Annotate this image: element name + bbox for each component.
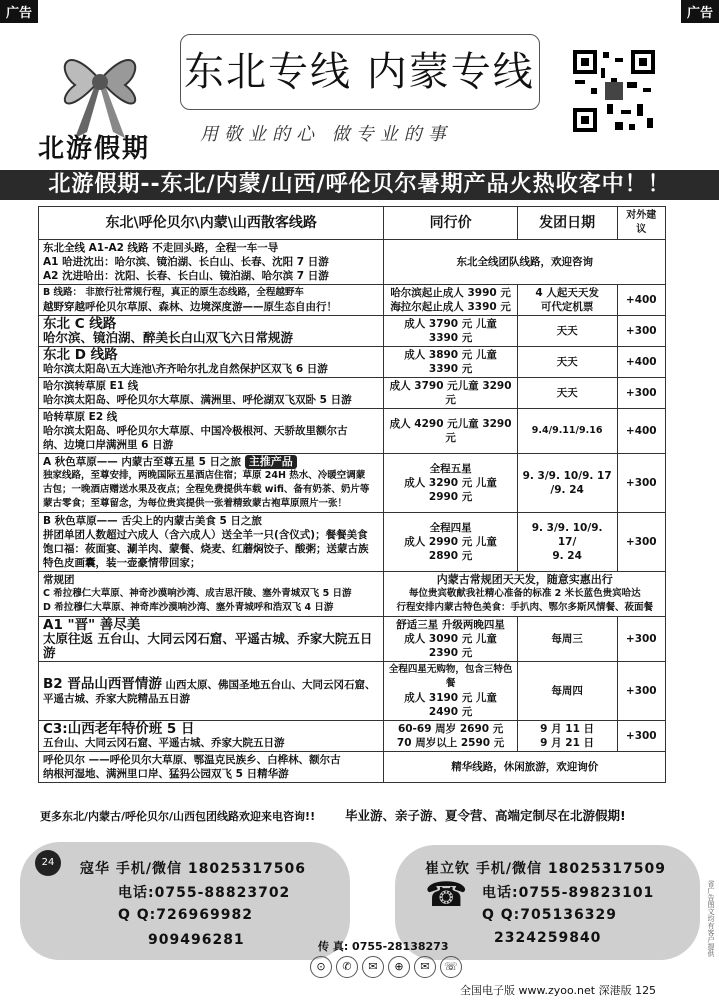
date: 天天 — [517, 347, 617, 378]
table-row — [39, 617, 666, 662]
ext-price: +300 — [617, 513, 666, 572]
contact1-tel: 电话:0755-88823702 — [118, 885, 291, 901]
price-line: 舒适三星 升级两晚四星 — [396, 619, 505, 631]
price-line: 70 周岁以上 2590 元 — [396, 737, 505, 749]
route-line: 纳、边境口岸满洲里 6 日游 — [43, 439, 174, 451]
date-line: 4 人起天天发 — [535, 287, 599, 299]
mail-icon: ✉ — [414, 956, 436, 978]
route-line: C 希拉穆仁大草原、神奇沙漠响沙湾、成吉思汗陵、塞外青城双飞 5 日游 — [43, 588, 352, 599]
route-line: 古包；一晚酒店赠送水果及夜点；全程免费提供车载 wifi、备有奶茶、奶片等 — [43, 484, 370, 495]
date-line: /9. 24 — [550, 484, 584, 496]
service-icons — [310, 956, 462, 978]
qr-code-icon — [571, 48, 657, 134]
route-line: A2 沈进哈出：沈阳、长春、长白山、镜泊湖、哈尔滨 7 日游 — [43, 270, 329, 282]
phone-icon: ☎ — [425, 875, 468, 915]
date-line: 9 月 21 日 — [540, 737, 595, 749]
date: 天天 — [517, 316, 617, 347]
chat-icon: ✉ — [362, 956, 384, 978]
price-line: 成人 3090 元 儿童 2390 元 — [404, 633, 497, 659]
ext-price: +400 — [617, 347, 666, 378]
route-line: 饱口福：莜面宴、涮羊肉、蒙餐、烧麦、红蘑焖饺子、酸粥；送蒙古族 — [43, 543, 369, 555]
route-title: 哈转草原 E2 线 — [43, 411, 118, 423]
route-line: 哈尔滨、镜泊湖、醉美长白山双飞六日常规游 — [43, 330, 294, 345]
web-icon: ⊕ — [388, 956, 410, 978]
price-line: 60-69 周岁 2690 元 — [397, 723, 504, 735]
col-route: 东北\呼伦贝尔\内蒙\山西散客线路 — [39, 207, 384, 240]
table-row — [39, 454, 666, 513]
24h-service-icon: 24 — [35, 850, 61, 876]
price-line: 成人 3190 元 儿童 2490 元 — [404, 692, 497, 718]
date-line: 可代定机票 — [540, 301, 594, 313]
ext-price: +300 — [617, 316, 666, 347]
price-line: 海拉尔起止成人 3390 元 — [390, 301, 511, 313]
route-title: B 秋色草原—— 舌尖上的内蒙古美食 5 日之旅 — [43, 515, 262, 527]
fax: 传 真: 0755-28138273 — [318, 940, 449, 953]
contact1-qq: Q Q:726969982 — [118, 907, 253, 923]
route-line: B 线路： 非旅行社常规行程，真正的原生态线路，全程越野车 — [43, 287, 304, 298]
contact2-qq2: 2324259840 — [494, 930, 602, 946]
col-ext: 对外建议 — [617, 207, 666, 240]
route-title: 东北 D 线路 — [43, 347, 118, 363]
location-icon: ⊙ — [310, 956, 332, 978]
table-row — [39, 513, 666, 572]
route-line: 拼团单团人数超过六成人（含六成人）送全羊一只(含仪式)；餐餐美食 — [43, 529, 368, 541]
table-row — [39, 662, 666, 721]
route-line: 东北全线 A1-A2 线路 不走回头路，全程一车一导 — [43, 242, 279, 254]
route-line: 纳根河湿地、满洲里口岸、猛犸公园双飞 5 日精华游 — [43, 768, 289, 780]
price-line: 成人 2990 元 儿童 2890 元 — [404, 536, 497, 562]
route-line: 太原往返 五台山、大同云冈石窟、平遥古城、乔家大院五日游 — [43, 631, 373, 660]
route-title: 哈尔滨转草原 E1 线 — [43, 380, 139, 392]
date-line: 9. 3/9. 10/9. 17/ — [531, 522, 603, 548]
date: 每周四 — [517, 662, 617, 721]
price-line: 成人 3290 元 儿童 2990 元 — [404, 477, 497, 503]
featured-badge: 主推产品 — [245, 455, 297, 469]
route-table — [38, 206, 666, 783]
price-line: 全程四星 — [429, 522, 472, 534]
table-row — [39, 316, 666, 347]
route-title: 常规团 — [43, 574, 75, 586]
route-title: B2 晋品山西晋情游 — [43, 675, 162, 692]
merged-cell: 精华线路，休闲旅游，欢迎询价 — [384, 752, 666, 783]
route-title: 呼伦贝尔 ——呼伦贝尔大草原、鄂温克民族乡、白桦林、额尔古 — [43, 754, 341, 766]
price-line: 全程四星无购物，包含三特色餐 — [388, 664, 513, 689]
route-line: 独家线路，至尊安排，两晚国际五星酒店住宿；草原 24H 热水、冷暖空调蒙 — [43, 470, 366, 481]
brand-name: 北游假期 — [38, 134, 151, 164]
ad-tag-left: 广告 — [0, 0, 38, 23]
ad-tag-right: 广告 — [681, 0, 719, 23]
route-line: 五台山、大同云冈石窟、平遥古城、乔家大院五日游 — [43, 737, 285, 749]
ext-price: +300 — [617, 662, 666, 721]
table-row — [39, 347, 666, 378]
route-title: C3:山西老年特价班 5 日 — [43, 721, 195, 737]
date-line: 9. 3/9. 10/9. 17 — [522, 470, 612, 482]
merged-cell: 东北全线团队线路，欢迎咨询 — [384, 240, 666, 285]
col-date: 发团日期 — [517, 207, 617, 240]
fax-icon: ☏ — [440, 956, 462, 978]
route-line: 哈尔滨太阳岛、呼伦贝尔大草原、中国冷极根河、天骄故里额尔古 — [43, 425, 348, 437]
merged-line: 行程安排内蒙古特色美食：手扒肉、鄂尔多斯风情餐、莜面餐 — [396, 602, 653, 613]
route-line: 哈尔滨太阳岛、呼伦贝尔大草原、满洲里、呼伦湖双飞双卧 5 日游 — [43, 394, 352, 406]
ext-price: +300 — [617, 378, 666, 409]
phone-small-icon: ✆ — [336, 956, 358, 978]
contact1-name: 寇华 手机/微信 18025317506 — [80, 861, 307, 877]
route-line: 蒙古零食；至尊留念，为每位贵宾提供一张着精致蒙古袍草原照片一张！ — [43, 498, 348, 509]
page-title: 东北专线 内蒙专线 — [184, 49, 535, 95]
date-line: 9 月 11 日 — [540, 723, 595, 735]
ext-price: +300 — [617, 721, 666, 752]
route-line: 越野穿越呼伦贝尔草原、森林、边境深度游——原生态自由行！ — [43, 301, 337, 313]
contact2-name: 崔立钦 手机/微信 18025317509 — [425, 861, 667, 877]
merged-line: 内蒙古常规团天天发，随意实惠出行 — [436, 573, 613, 586]
ext-price: +300 — [617, 454, 666, 513]
route-line: 哈尔滨太阳岛\五大连池\齐齐哈尔扎龙自然保护区双飞 6 日游 — [43, 363, 328, 375]
table-row — [39, 752, 666, 783]
table-row — [39, 240, 666, 285]
route-line: 特色皮画囊，装一壶豪情带回家； — [43, 557, 201, 569]
table-row — [39, 378, 666, 409]
date: 9.4/9.11/9.16 — [517, 409, 617, 454]
page-footer: 全国电子版 www.zyoo.net 深港版 125 — [460, 984, 657, 997]
price: 成人 3890 元 儿童 3390 元 — [384, 347, 517, 378]
ext-price: +400 — [617, 285, 666, 316]
footer-note-right: 毕业游、亲子游、夏令营、高端定制尽在北游假期! — [345, 808, 626, 823]
side-note: 省广告图文均有客户提供 — [707, 880, 715, 957]
route-line: D 希拉穆仁大草原、神奇库沙漠响沙湾、塞外青城呼和浩双飞 4 日游 — [43, 602, 334, 613]
table-header-row — [39, 207, 666, 240]
route-line: 平遥古城、乔家大院精品五日游 — [43, 692, 190, 705]
contact2-tel: 电话:0755-89823101 — [482, 885, 655, 901]
ext-price: +400 — [617, 409, 666, 454]
merged-line: 每位贵宾敬献我社精心准备的标准 2 米长蓝色贵宾哈达 — [408, 588, 641, 599]
footer-note — [40, 808, 680, 824]
price: 成人 3790 元 儿童 3390 元 — [384, 316, 517, 347]
contact2-qq: Q Q:705136329 — [482, 907, 617, 923]
price-line: 全程五星 — [429, 463, 472, 475]
ext-price: +300 — [617, 617, 666, 662]
table-row — [39, 409, 666, 454]
price: 成人 3790 元儿童 3290 元 — [384, 378, 517, 409]
col-price: 同行价 — [384, 207, 517, 240]
bow-logo-icon — [55, 40, 145, 140]
price: 成人 4290 元儿童 3290 元 — [384, 409, 517, 454]
route-line: A1 哈进沈出：哈尔滨、镜泊湖、长白山、长春、沈阳 7 日游 — [43, 256, 329, 268]
route-title: 东北 C 线路 — [43, 316, 117, 332]
table-row — [39, 285, 666, 316]
route-title: A 秋色草原—— 内蒙古至尊五星 5 日之旅 — [43, 456, 242, 468]
price-line: 哈尔滨起止成人 3990 元 — [390, 287, 511, 299]
table-row — [39, 572, 666, 617]
date: 天天 — [517, 378, 617, 409]
route-line: 山西太原、佛国圣地五台山、大同云冈石窟、 — [165, 678, 376, 691]
date-line: 9. 24 — [552, 550, 582, 562]
contact1-qq2: 909496281 — [148, 932, 245, 948]
slogan: 用敬业的心 做专业的事 — [200, 124, 452, 145]
table-row — [39, 721, 666, 752]
footer-note-left: 更多东北/内蒙古/呼伦贝尔/山西包团线路欢迎来电咨询!! — [40, 810, 316, 823]
route-title: A1 "晋" 善尽美 — [43, 617, 141, 633]
promo-banner: 北游假期--东北/内蒙/山西/呼伦贝尔暑期产品火热收客中！！ — [0, 170, 719, 200]
date: 每周三 — [517, 617, 617, 662]
